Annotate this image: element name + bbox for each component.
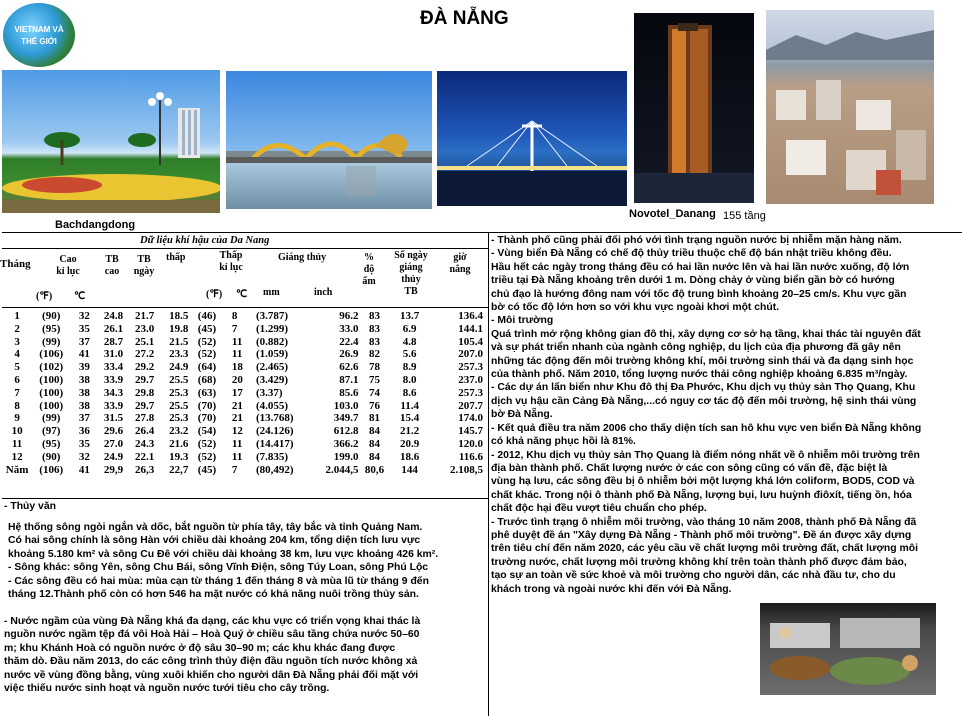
- table-cell: 39: [78, 361, 90, 374]
- table-cell: 25.5: [169, 373, 189, 386]
- table-cell: 12: [231, 425, 243, 438]
- table-cell: (52): [197, 450, 217, 463]
- table-cell: 4: [14, 348, 20, 361]
- text-line: những tác động đến môi trường không khí, môi trường sinh thái và đa dạng sinh học: [491, 355, 914, 367]
- header-rain: Giáng thủy: [278, 252, 327, 263]
- table-cell: (90): [42, 310, 61, 322]
- table-cell: 2: [14, 322, 20, 335]
- table-row: [2, 438, 484, 451]
- table-cell: 27.2: [134, 348, 155, 361]
- table-cell: (97): [42, 425, 61, 438]
- table-cell: 27.8: [134, 412, 155, 425]
- night-bridge-illustration: [437, 71, 627, 206]
- table-cell: 5: [14, 361, 20, 374]
- table-cell: 96.2: [339, 310, 359, 322]
- header-mm: mm: [263, 287, 280, 298]
- table-cell: (99): [42, 335, 61, 348]
- header-f-2: (℉): [206, 289, 223, 300]
- text-line: và sự phát triển nhanh của ngành công nghiệp, du lịch của địa phương đã gây nên: [491, 342, 901, 354]
- table-cell: (52): [197, 437, 217, 450]
- text-line: - Sông khác: sông Yên, sông Chu Bái, sông Vĩnh Điện, sông Túy Loan, sông Phú Lộc: [8, 562, 429, 574]
- text-line: thăm dò. Đầu năm 2013, do các công trình thủy điện đầu nguồn tích nước không xả: [4, 656, 418, 668]
- table-cell: 26.4: [134, 425, 155, 438]
- text-line: bờ Đà Nẵng.: [491, 409, 553, 421]
- text-line: - Kết quả điều tra năm 2006 cho thấy diện tích san hô khu vực ven biển Đà Nẵng không: [491, 422, 922, 434]
- text-line: m; khu Khánh Hoà có nguồn nước ở độ sâu 30–90 m; các khu khác đang được: [4, 642, 396, 654]
- photo-novotel: [634, 13, 754, 203]
- table-row: [2, 451, 484, 464]
- hydrology-paragraph-2: [4, 615, 420, 695]
- table-row: [2, 400, 484, 413]
- hydrology-paragraph-1: [8, 521, 438, 601]
- header-rain-days: Số ngày giáng thủy TB: [394, 250, 428, 297]
- table-cell: (45): [197, 463, 217, 476]
- text-line: chất độc hại đều vượt tiêu chuẩn cho phép.: [491, 503, 707, 515]
- table-rule-3: [2, 498, 488, 499]
- photo-dragon-bridge: [226, 71, 432, 209]
- table-cell: (64): [197, 361, 217, 374]
- logo-line2: THẾ GIỚI: [21, 37, 57, 46]
- table-cell: 24.8: [103, 310, 124, 322]
- table-cell: (1.299): [256, 322, 289, 335]
- table-cell: 78: [369, 361, 380, 374]
- table-cell: 83: [369, 335, 380, 348]
- table-cell: 120.0: [458, 437, 483, 450]
- table-cell: 11.4: [400, 399, 419, 412]
- table-cell: 7: [14, 386, 20, 399]
- globe-logo: [3, 3, 75, 67]
- table-cell: 612.8: [333, 425, 359, 438]
- photo-city: [766, 10, 934, 204]
- table-cell: 87.1: [339, 373, 359, 386]
- text-line: bờ có tốc độ lớn hơn so với khu vực ngoài khơi một chút.: [491, 302, 780, 314]
- table-cell: 31.5: [103, 412, 124, 425]
- table-cell: 37: [78, 412, 90, 425]
- table-cell: 62.6: [339, 361, 359, 374]
- table-cell: 41: [78, 348, 90, 361]
- text-line: - Các dự án lấn biển như Khu đô thị Đa Phước, Khu dịch vụ thủy sản Thọ Quang, Khu: [491, 382, 916, 394]
- table-cell: 20.9: [400, 437, 420, 450]
- table-cell: (1.059): [256, 348, 289, 361]
- text-line: - Thành phố cũng phải đối phó với tình trạng nguồn nước bị nhiễm mặn hàng năm.: [491, 235, 902, 246]
- table-cell: 80,6: [364, 463, 385, 476]
- table-cell: 21.5: [169, 335, 189, 348]
- table-cell: (46): [197, 310, 217, 322]
- table-cell: 11: [231, 450, 243, 463]
- table-cell: 76: [369, 399, 380, 412]
- table-cell: 144: [401, 463, 418, 476]
- table-cell: 8.9: [402, 361, 417, 374]
- table-cell: 33.9: [103, 399, 124, 412]
- caption-floors: 155 tầng: [723, 210, 766, 222]
- table-cell: 116.6: [458, 450, 483, 463]
- table-cell: 26,3: [134, 463, 155, 476]
- table-cell: 38: [78, 399, 90, 412]
- table-cell: 29,9: [103, 463, 124, 476]
- table-cell: 22.4: [339, 335, 359, 348]
- table-row: [2, 387, 484, 400]
- table-cell: 33.0: [339, 322, 359, 335]
- table-cell: 23.2: [169, 425, 189, 438]
- header-sun: giờ nắng: [449, 252, 471, 275]
- table-cell: 84: [369, 450, 380, 463]
- table-cell: 349.7: [333, 412, 359, 425]
- table-cell: 83: [369, 322, 380, 335]
- table-cell: 13.7: [400, 310, 420, 322]
- header-tb-day: TB ngày: [133, 254, 155, 277]
- photo-bachdang: [2, 70, 220, 213]
- text-line: địa bàn thành phố. Chất lượng nước ở các con sông cũng có vấn đề, đặc biệt là: [491, 462, 888, 474]
- table-cell: 84: [369, 425, 380, 438]
- table-cell: 11: [231, 348, 243, 361]
- table-rule-1: [2, 248, 488, 249]
- table-row: [2, 361, 484, 374]
- table-cell: 26.9: [339, 348, 359, 361]
- table-cell: 26.1: [103, 322, 124, 335]
- bridge-illustration: [226, 71, 432, 209]
- table-cell: (3.787): [256, 310, 289, 322]
- table-cell: 28.7: [103, 335, 124, 348]
- table-cell: 32: [78, 310, 90, 322]
- table-cell: 21: [231, 412, 243, 425]
- table-cell: 21.2: [400, 425, 420, 438]
- table-cell: 24.9: [103, 450, 124, 463]
- table-cell: (106): [39, 463, 64, 476]
- table-cell: 25.1: [134, 335, 155, 348]
- table-row: [2, 412, 484, 425]
- text-line: Có hai sông chính là sông Hàn với chiều dài khoảng 204 km, tổng diện tích lưu vực: [8, 535, 421, 547]
- table-cell: 7: [231, 322, 238, 335]
- table-cell: (95): [42, 437, 61, 450]
- table-cell: 145.7: [458, 425, 483, 438]
- table-cell: 237.0: [458, 373, 483, 386]
- table-cell: (45): [197, 322, 217, 335]
- table-cell: (54): [197, 425, 217, 438]
- text-line: chất khác. Trong nội ô thành phố Đà Nẵng, lượng bụi, lưu huỳnh điôxít, tiếng ồn, hóa: [491, 489, 912, 501]
- tower-illustration: [634, 13, 754, 203]
- table-cell: 105.4: [458, 335, 483, 348]
- table-cell: 21.6: [169, 437, 189, 450]
- table-cell: 257.3: [458, 386, 483, 399]
- table-cell: 37: [78, 335, 90, 348]
- table-cell: 4.8: [402, 335, 417, 348]
- table-cell: 199.0: [333, 450, 359, 463]
- column-divider: [488, 232, 489, 716]
- table-cell: (90): [42, 450, 61, 463]
- table-cell: (100): [39, 386, 64, 399]
- table-cell: 23.0: [134, 322, 155, 335]
- text-line: tháng 12.Thành phố còn có hơn 546 ha mặt nước có khả năng nuôi trồng thủy sản.: [8, 589, 419, 601]
- table-cell: 7: [231, 463, 238, 476]
- table-row: [2, 310, 484, 323]
- table-cell: 17: [231, 386, 243, 399]
- table-cell: 2.108,5: [450, 463, 483, 476]
- table-cell: (100): [39, 373, 64, 386]
- text-line: nguồn nước ngầm tệp đá vôi Hoà Hải – Hoà Quý ở chiều sâu tầng chứa nước 50–60: [4, 629, 420, 641]
- table-cell: (13.768): [256, 412, 294, 425]
- table-row: [2, 323, 484, 336]
- header-f: (℉): [36, 291, 53, 302]
- table-cell: 21: [231, 399, 243, 412]
- table-cell: 8.6: [402, 386, 417, 399]
- caption-bachdangdong: Bachdangdong: [55, 219, 136, 231]
- text-line: triều tại Đà Nẵng khoảng trên dưới 1 m. Dòng chảy ở vùng biển gần bờ có hướng: [491, 275, 895, 287]
- table-cell: 8: [231, 310, 238, 322]
- table-caption: Dữ liệu khí hậu của Da Nang: [140, 235, 270, 246]
- table-cell: (3.37): [256, 386, 283, 399]
- table-cell: 82: [369, 348, 380, 361]
- table-cell: (106): [39, 348, 64, 361]
- header-tb-high: TB cao: [104, 254, 120, 277]
- logo-line1: VIETNAM VÀ: [14, 25, 64, 34]
- text-line: vùng hạ lưu, các sông đều bị ô nhiễm bởi một lượng khá lớn coliform, BOD5, COD và: [491, 476, 915, 488]
- text-line: - Nước ngầm của vùng Đà Nẵng khá đa dạng, các khu vực có triển vọng khai thác là: [4, 616, 421, 627]
- table-cell: 15.4: [400, 412, 420, 425]
- table-cell: (95): [42, 322, 61, 335]
- text-line: - 2012, Khu dịch vụ thủy sản Thọ Quang là điểm nóng nhất về ô nhiễm môi trường trên: [491, 449, 920, 461]
- table-cell: 1: [14, 310, 20, 322]
- table-cell: (52): [197, 335, 217, 348]
- text-line: trường nước, chất lượng môi trường không khí trên toàn thành phố được đảm bảo,: [491, 556, 907, 568]
- table-cell: 24.9: [169, 361, 189, 374]
- table-cell: 29.8: [134, 386, 155, 399]
- text-line: của thành phố. Năm 2010, tổng lượng nước thải công nghiệp khoảng 6.835 m³/ngày.: [491, 369, 908, 381]
- text-line: - Các sông đều có hai mùa: mùa cạn từ tháng 1 đến tháng 8 và mùa lũ từ tháng 9 đến: [8, 575, 429, 587]
- header-inch: inch: [314, 287, 333, 298]
- table-cell: 18.6: [400, 450, 420, 463]
- city-illustration: [766, 10, 934, 204]
- table-cell: (4.055): [256, 399, 289, 412]
- text-line: - Môi trường: [491, 315, 554, 327]
- table-cell: (24.126): [256, 425, 294, 438]
- table-cell: (0.882): [256, 335, 289, 348]
- table-cell: 22.1: [134, 450, 155, 463]
- header-record-high: Cao kỉ lục: [56, 254, 80, 277]
- table-cell: (80,492): [256, 463, 294, 476]
- table-cell: 24.3: [134, 437, 155, 450]
- text-line: chủ đạo là hướng đông nam với tốc độ trung bình khoảng 20–25 cm/s. Khu vực gần: [491, 288, 907, 300]
- table-cell: 23.3: [169, 348, 189, 361]
- header-month: Tháng: [0, 258, 31, 270]
- table-cell: 38: [78, 373, 90, 386]
- table-cell: (63): [197, 386, 217, 399]
- text-line: Hầu hết các ngày trong tháng đều có hai lần nước lên và hai lần nước xuống, độ lớn: [491, 261, 910, 273]
- table-cell: (68): [197, 373, 217, 386]
- table-cell: 6: [14, 373, 20, 386]
- table-cell: 11: [231, 335, 243, 348]
- table-cell: 22,7: [169, 463, 189, 476]
- page-title: ĐÀ NẴNG: [420, 8, 509, 29]
- seafood-illustration: [760, 603, 936, 695]
- table-cell: 33.4: [103, 361, 124, 374]
- table-cell: 5.6: [402, 348, 417, 361]
- table-cell: 41: [78, 463, 90, 476]
- table-cell: 75: [369, 373, 380, 386]
- table-cell: 29.2: [134, 361, 155, 374]
- photo-seafood: [760, 603, 936, 695]
- environment-text: [491, 234, 921, 596]
- text-line: trên tiêu chí đến năm 2020, các yêu cầu về chất lượng môi trường đất, chất lượng môi: [491, 543, 918, 555]
- table-cell: (3.429): [256, 373, 289, 386]
- table-cell: 25.5: [169, 399, 189, 412]
- table-cell: 25.3: [169, 386, 189, 399]
- park-illustration: [2, 70, 220, 213]
- table-cell: Năm: [5, 463, 29, 476]
- table-cell: 19.3: [169, 450, 189, 463]
- table-cell: 9: [14, 412, 20, 425]
- table-cell: 18.5: [169, 310, 189, 322]
- text-line: tạo sự an toàn về sức khoẻ và môi trường cho người dân, các nhà đầu tư, cho du: [491, 570, 896, 582]
- table-cell: 207.7: [458, 399, 483, 412]
- table-cell: 136.4: [458, 310, 483, 322]
- table-cell: 2.044,5: [325, 463, 359, 476]
- header-c: ℃: [74, 291, 86, 302]
- table-cell: 85.6: [339, 386, 359, 399]
- table-cell: 103.0: [333, 399, 359, 412]
- table-cell: 38: [78, 386, 90, 399]
- table-cell: 20: [231, 373, 243, 386]
- text-line: nước về vùng đồng bằng, vùng xuôi khiến cho người dân Đà Nẵng phải đối mặt với: [4, 669, 419, 681]
- table-cell: 257.3: [458, 361, 483, 374]
- table-cell: 144.1: [458, 322, 483, 335]
- table-cell: (70): [197, 399, 217, 412]
- header-record-low: Thấp kỉ lục: [219, 250, 243, 273]
- table-cell: 19.8: [169, 322, 189, 335]
- table-cell: (70): [197, 412, 217, 425]
- table-cell: 29.6: [103, 425, 124, 438]
- table-cell: 11: [11, 437, 23, 450]
- table-cell: 18: [231, 361, 243, 374]
- table-cell: 84: [369, 437, 380, 450]
- table-cell: 3: [14, 335, 20, 348]
- text-line: phê duyệt đề án "Xây dựng Đà Nẵng - Thành phố môi trường". Đề án được xây dựng: [491, 529, 912, 541]
- climate-table-body: [2, 310, 484, 476]
- header-low: thấp: [166, 252, 186, 263]
- table-cell: 31.0: [103, 348, 124, 361]
- text-line: - Trước tình trạng ô nhiễm môi trường, vào tháng 10 năm 2008, thành phố Đà Nẵng đã: [491, 516, 917, 528]
- table-row: [2, 348, 484, 361]
- table-cell: 27.0: [103, 437, 124, 450]
- table-cell: 8: [14, 399, 20, 412]
- table-cell: 35: [78, 437, 90, 450]
- top-rule: [2, 232, 962, 233]
- table-cell: (102): [39, 361, 64, 374]
- table-cell: (2.465): [256, 361, 289, 374]
- text-line: dịch vụ hậu cần Cảng Đà Nẵng,...có nguy cơ tác độ đến môi trường, hệ sinh thái vùng: [491, 395, 917, 407]
- header-c-2: ℃: [236, 289, 248, 300]
- table-cell: 33.9: [103, 373, 124, 386]
- table-row: [2, 464, 484, 477]
- text-line: có khả năng phục hồi là 81%.: [491, 436, 636, 448]
- table-cell: (99): [42, 412, 61, 425]
- table-cell: 35: [78, 322, 90, 335]
- table-cell: 10: [11, 425, 23, 438]
- table-cell: 29.7: [134, 399, 155, 412]
- table-cell: 11: [231, 437, 243, 450]
- table-cell: 29.7: [134, 373, 155, 386]
- text-line: Hệ thống sông ngòi ngắn và dốc, bắt nguồn từ phía tây, tây bắc và tỉnh Quảng Nam.: [8, 522, 423, 533]
- table-rule-2: [2, 307, 488, 308]
- table-cell: (52): [197, 348, 217, 361]
- header-humidity: % độ ẩm: [362, 252, 376, 287]
- hydrology-heading: - Thủy văn: [4, 501, 56, 512]
- table-cell: (14.417): [256, 437, 294, 450]
- table-cell: 8.0: [402, 373, 417, 386]
- table-cell: 207.0: [458, 348, 483, 361]
- table-cell: (7.835): [256, 450, 289, 463]
- table-row: [2, 336, 484, 349]
- table-cell: 81: [369, 412, 380, 425]
- photo-night-bridge: [437, 71, 627, 206]
- table-cell: 34.3: [103, 386, 124, 399]
- climate-table: [2, 310, 484, 476]
- table-cell: 36: [78, 425, 90, 438]
- table-cell: 174.0: [458, 412, 483, 425]
- table-cell: 25.3: [169, 412, 189, 425]
- caption-novotel: Novotel_Danang: [629, 208, 716, 220]
- table-cell: 32: [78, 450, 90, 463]
- text-line: Quá trình mở rộng không gian đô thị, xây dựng cơ sở hạ tầng, khai thác tài nguyên đất: [491, 328, 921, 340]
- text-line: việc thiếu nước sinh hoạt và nguồn nước tưới tiêu cho cây trồng.: [4, 683, 330, 695]
- table-row: [2, 374, 484, 387]
- table-cell: (100): [39, 399, 64, 412]
- table-cell: 366.2: [333, 437, 359, 450]
- text-line: khách trong và ngoài nước khi đến với Đà Nẵng.: [491, 583, 732, 595]
- table-cell: 74: [369, 386, 380, 399]
- text-line: - Vùng biển Đà Nẵng có chế độ thủy triều thuộc chế độ bán nhật triều không đều.: [491, 248, 892, 260]
- table-cell: 6.9: [402, 322, 417, 335]
- table-cell: 83: [369, 310, 380, 322]
- table-row: [2, 425, 484, 438]
- table-cell: 12: [11, 450, 23, 463]
- table-cell: 21.7: [134, 310, 155, 322]
- text-line: khoảng 5.180 km² và sông Cu Đê với chiều dài khoảng 38 km, lưu vực khoảng 426 km².: [8, 548, 439, 560]
